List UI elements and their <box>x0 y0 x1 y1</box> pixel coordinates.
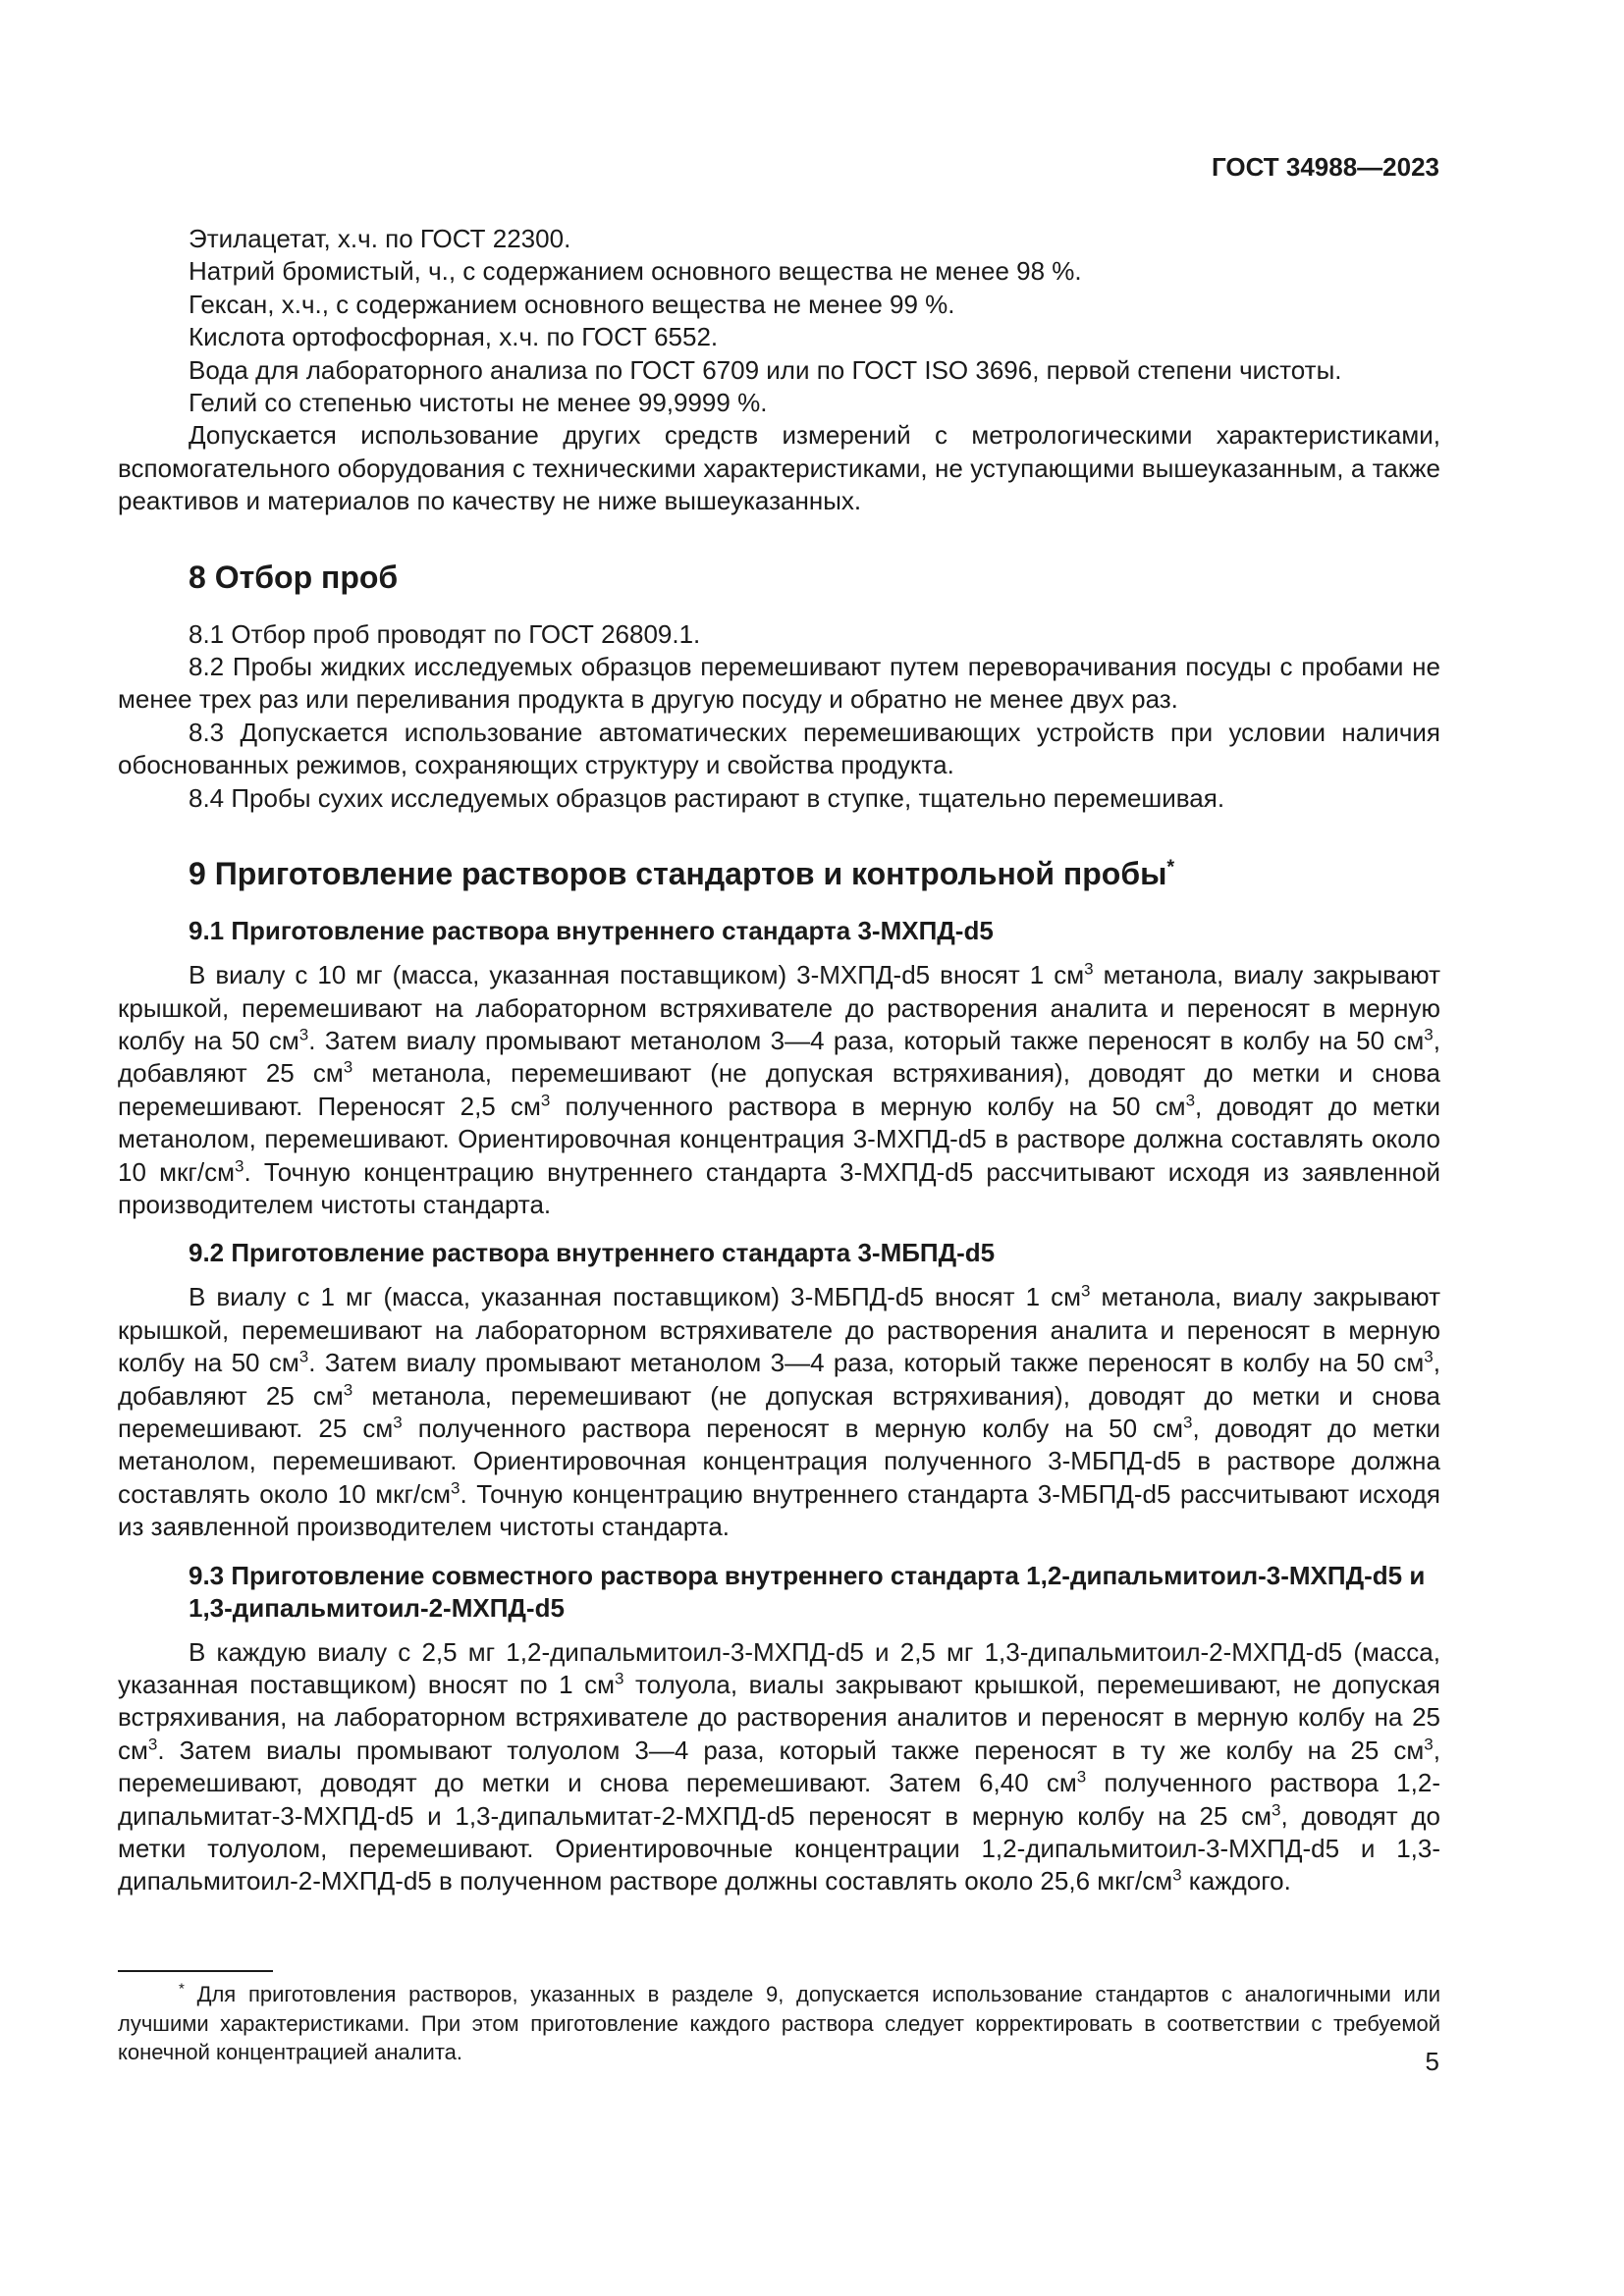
reagent-item: Этилацетат, х.ч. по ГОСТ 22300. <box>189 224 571 253</box>
section-9-heading <box>118 854 1440 893</box>
reagent-item: Вода для лабораторного анализа по ГОСТ 6709 или по ГОСТ ISO 3696, первой степени чистоты. <box>189 354 1342 385</box>
paragraph-9-1: В виалу с 10 мг (масса, указанная поставщиком) 3-МХПД-d5 вносят 1 $см^3$ метанола, виалу закрывают крышкой, перемешивают на лабораторном встряхивателе до растворения аналита и переносят в мерную колбу на 50 $см^3$. Затем виалу промывают метанолом 3—4 раза, который также переносят в колбу на 50 $см^3$, добавляют 25 $см^3$ метанола, перемешивают (не допуская встряхивания), доводят до метки и снова перемешивают. Переносят 2,5 $см^3$ полученного раствора в мерную колбу на 50 $см^3$, доводят до метки метанолом, перемешивают. Ориентировочная концентрация 3-МХПД-d5 в растворе должна составлять около 10 мкг/$см^3$. Точную концентрацию внутреннего стандарта 3-МХПД-d5 рассчитывают исходя из заявленной производителем чистоты стандарта. <box>118 959 1440 1219</box>
paragraph-8-3: 8.3 Допускается использование автоматических перемешивающих устройств при условии наличия обоснованных режимов, сохраняющих структуру и свойства продукта. <box>118 717 1440 780</box>
footnote-reference: * <box>1166 856 1175 879</box>
footnote-mark: * <box>179 1980 185 1998</box>
reagent-item: Гелий со степенью чистоты не менее 99,9999 %. <box>189 388 768 418</box>
page-number: 5 <box>1425 2047 1439 2076</box>
subsection-9-2-heading: 9.2 Приготовление раствора внутреннего стандарта 3-МБПД-d5 <box>189 1238 996 1268</box>
subsection-9-3-heading: 9.3 Приготовление совместного раствора внутреннего стандарта 1,2-дипальмитоил-3-МХПД-d5 и 1,3-дипальмитоил-2-МХПД-d5 <box>189 1560 1426 1623</box>
page-content <box>118 223 1440 1898</box>
paragraph-8-1: 8.1 Отбор проб проводят по ГОСТ 26809.1. <box>189 618 701 649</box>
section-9-title: 9 Приготовление растворов стандартов и контрольной пробы <box>189 856 1167 892</box>
reagent-item: Гексан, х.ч., с содержанием основного вещества не менее 99 %. <box>189 289 955 319</box>
footnote <box>118 1980 1440 2067</box>
standard-number: ГОСТ 34988—2023 <box>1212 152 1439 182</box>
equipment-note-paragraph: Допускается использование других средств измерений с метрологическими характеристиками, вспомогательного оборудования с техническими характеристиками, не уступающими вышеуказанным, а также реактивов и материалов по качеству не ниже вышеуказанных. <box>118 420 1440 516</box>
paragraph-9-2: В виалу с 1 мг (масса, указанная поставщиком) 3-МБПД-d5 вносят 1 $см^3$ метанола, виалу закрывают крышкой, перемешивают на лабораторном встряхивателе до растворения аналита и переносят в мерную колбу на 50 $см^3$. Затем виалу промывают метанолом 3—4 раза, который также переносят в колбу на 50 $см^3$, добавляют 25 $см^3$ метанола, перемешивают (не допуская встряхивания), доводят до метки и снова перемешивают. 25 $см^3$ полученного раствора переносят в мерную колбу на 50 $см^3$, доводят до метки метанолом, перемешивают. Ориентировочная концентрация полученного 3-МБПД-d5 в растворе должна составлять около 10 мкг/$см^3$. Точную концентрацию внутреннего стандарта 3-МБПД-d5 рассчитывают исходя из заявленной производителем чистоты стандарта. <box>118 1281 1440 1542</box>
reagent-item: Натрий бромистый, ч., с содержанием основного вещества не менее 98 %. <box>189 256 1082 287</box>
paragraph-9-3: В каждую виалу с 2,5 мг 1,2-дипальмитоил-3-МХПД-d5 и 2,5 мг 1,3-дипальмитоил-2-МХПД-d5 (масса, указанная поставщиком) вносят по 1 $см^3$ толуола, виалы закрывают крышкой, перемешивают, не допуская встряхивания, на лабораторном встряхивателе до растворения аналитов и переносят в мерную колбу на 25 $см^3$. Затем виалы промывают толуолом 3—4 раза, который также переносят в ту же колбу на 25 $см^3$, перемешивают, доводят до метки и снова перемешивают. Затем 6,40 $см^3$ полученного раствора 1,2-дипальмитат-3-МХПД-d5 и 1,3-дипальмитат-2-МХПД-d5 переносят в мерную колбу на 25 $см^3$, доводят до метки толуолом, перемешивают. Ориентировочные концентрации 1,2-дипальмитоил-3-МХПД-d5 и 1,3-дипальмитоил-2-МХПД-d5 в полученном растворе должны составлять около 25,6 мкг/$см^3$ каждого. <box>118 1636 1440 1896</box>
footnote-text: * Для приготовления растворов, указанных в разделе 9, допускается использование стандартов с аналогичными или лучшими характеристиками. При этом приготовление каждого раствора следует корректировать в соответствии с требуемой конечной концентрацией аналита. <box>118 1980 1440 2064</box>
subsection-9-1-heading: 9.1 Приготовление раствора внутреннего стандарта 3-МХПД-d5 <box>189 916 994 946</box>
section-8-heading: 8 Отбор проб <box>189 559 399 595</box>
paragraph-8-2: 8.2 Пробы жидких исследуемых образцов перемешивают путем переворачивания посуды с пробами не менее трех раз или переливания продукта в другую посуду и обратно не менее двух раз. <box>118 652 1440 715</box>
reagent-item: Кислота ортофосфорная, х.ч. по ГОСТ 6552. <box>189 322 719 352</box>
footnote-separator <box>118 1970 273 1972</box>
paragraph-8-4: 8.4 Пробы сухих исследуемых образцов растирают в ступке, тщательно перемешивая. <box>189 782 1225 813</box>
